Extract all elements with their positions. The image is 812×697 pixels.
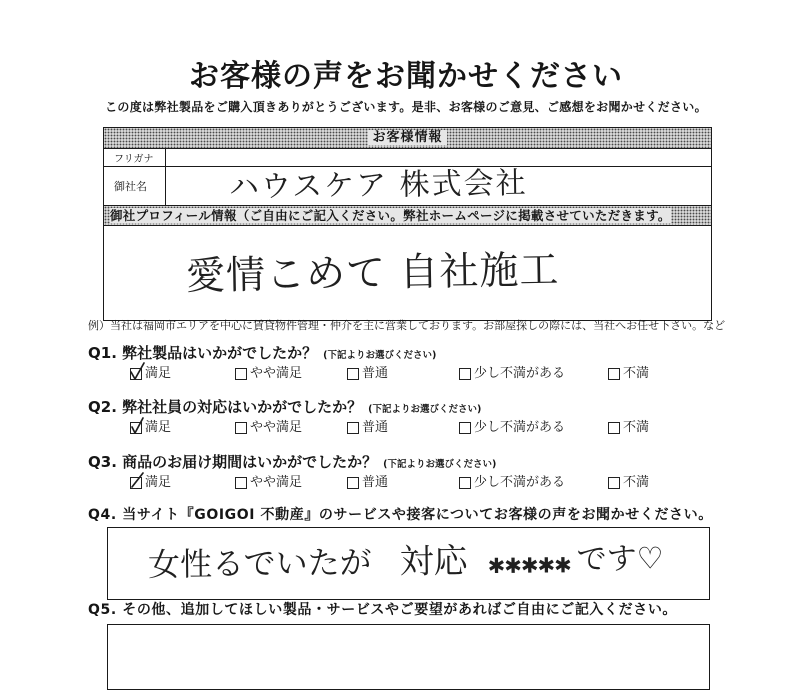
checkbox[interactable] [130,368,142,380]
customer-info-header [104,128,711,149]
rating-stars: ✱✱✱✱✱ [487,553,571,579]
q4-answer-part: 対応 [399,541,468,583]
q1-option-somewhat-dissatisfied[interactable] [459,366,565,382]
q5-heading: Q5. その他、追加してほしい製品・サービスやご要望があればご自由にご記入ください。 [88,602,678,618]
option-label: 満足 [145,420,172,435]
check-mark-icon [129,471,146,490]
checkbox[interactable] [608,477,620,489]
checkbox[interactable] [459,368,471,380]
checkbox[interactable] [347,477,359,489]
option-label: やや満足 [250,475,303,490]
option-label: やや満足 [250,420,303,435]
checkbox[interactable] [235,422,247,434]
checkbox[interactable] [459,422,471,434]
option-label: 少し不満がある [474,475,566,490]
furigana-label: フリガナ [104,149,166,166]
checkbox[interactable] [130,477,142,489]
q1-heading-text: Q1. 弊社製品はいかがでしたか？ [88,344,318,362]
company-name-field[interactable] [166,167,711,205]
company-name-handwriting: ハウスケア 株式会社 [228,165,528,206]
check-mark-icon [129,416,146,435]
furigana-row [104,149,711,167]
q2-heading [88,397,481,420]
q2-option-satisfied[interactable] [130,420,171,436]
checkbox[interactable] [347,422,359,434]
q2-heading-text: Q2. 弊社社員の対応はいかがでしたか？ [88,398,363,416]
option-label: 普通 [362,420,389,435]
option-label: 不満 [623,366,650,381]
q1-option-dissatisfied[interactable] [608,366,649,382]
option-label: 少し不満がある [474,366,566,381]
q4-answer-part: 女性るでいたが [147,543,372,584]
option-label: 満足 [145,366,172,381]
option-label: 不満 [623,420,650,435]
checkbox[interactable] [608,422,620,434]
checkbox[interactable] [235,477,247,489]
profile-header-label: 御社プロフィール情報（ご自由にご記入ください。弊社ホームページに掲載させていただきます。 [110,208,671,223]
q3-option-satisfied[interactable] [130,475,171,491]
checkbox[interactable] [459,477,471,489]
customer-info-header-label: お客様情報 [368,130,446,145]
profile-handwriting: 愛情こめて 自社施工 [185,247,560,300]
q5-answer-field[interactable] [107,624,710,690]
q1-note: (下記よりお選びください) [323,350,437,361]
option-label: 普通 [362,475,389,490]
q2-option-neutral[interactable] [347,420,388,436]
q2-option-dissatisfied[interactable] [608,420,649,436]
q4-answer-field[interactable] [107,527,710,600]
profile-field[interactable] [104,226,711,320]
q1-option-neutral[interactable] [347,366,388,382]
checkbox[interactable] [130,422,142,434]
checkbox[interactable] [347,368,359,380]
option-label: 少し不満がある [474,420,566,435]
form-intro: この度は弊社製品をご購入頂きありがとうございます。是非、お客様のご意見、ご感想をお聞かせください。 [105,100,707,114]
q3-option-dissatisfied[interactable] [608,475,649,491]
option-label: 満足 [145,475,172,490]
q3-option-somewhat-dissatisfied[interactable] [459,475,565,491]
company-row [104,167,711,206]
q3-option-neutral[interactable] [347,475,388,491]
q4-handwriting [148,539,664,584]
q3-heading [88,452,496,475]
q2-option-somewhat-dissatisfied[interactable] [459,420,565,436]
furigana-field[interactable] [166,149,711,166]
q4-heading: Q4. 当サイト『GOIGOI 不動産』のサービスや接客についてお客様の声をお聞かせください。 [88,507,713,523]
profile-example-text: 例）当社は福岡市エリアを中心に賃貸物件管理・仲介を主に営業しております。お部屋探しの際には、当社へお任せ下さい。など [88,319,726,332]
checkbox[interactable] [235,368,247,380]
checkbox[interactable] [608,368,620,380]
customer-info-table [103,127,712,321]
q1-option-somewhat-satisfied[interactable] [235,366,302,382]
profile-header [104,206,711,226]
q3-note: (下記よりお選びください) [383,459,497,470]
q3-heading-text: Q3. 商品のお届け期間はいかがでしたか？ [88,453,378,471]
option-label: やや満足 [250,366,303,381]
option-label: 普通 [362,366,389,381]
q3-option-somewhat-satisfied[interactable] [235,475,302,491]
q1-option-satisfied[interactable] [130,366,171,382]
q4-answer-part: です♡ [576,541,664,578]
option-label: 不満 [623,475,650,490]
company-label: 御社名 [104,167,166,205]
check-mark-icon [129,362,146,381]
q2-option-somewhat-satisfied[interactable] [235,420,302,436]
form-title: お客様の声をお聞かせください [189,59,623,94]
q2-note: (下記よりお選びください) [368,404,482,415]
